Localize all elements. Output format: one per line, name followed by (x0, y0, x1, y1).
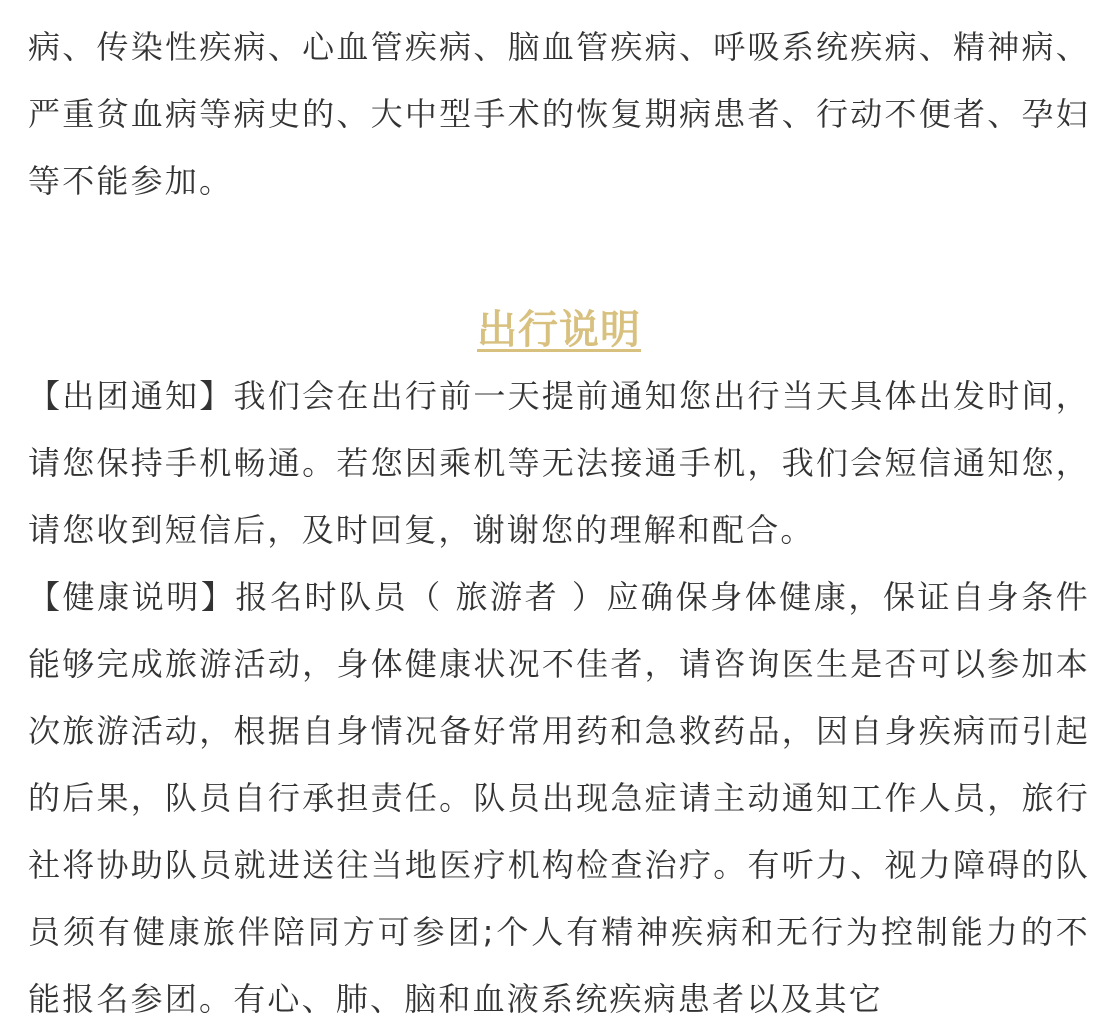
health-notice-paragraph: 【健康说明】报名时队员（ 旅游者 ）应确保身体健康，保证自身条件能够完成旅游活动，身体健康状况不佳者，请咨询医生是否可以参加本次旅游活动，根据自身情况备好常用药和急救药品，因自身疾病而引起的后果，队员自行承担责任。队员出现急症请主动通知工作人员，旅行社将协助队员就进送往当地医疗机构检查治疗。有听力、视力障碍的队员须有健康旅伴陪同方可参团;个人有精神疾病和无行为控制能力的不能报名参团。有心、肺、脑和血液系统疾病患者以及其它 (28, 578, 1090, 1018)
article-body (28, 14, 1090, 1033)
section-spacer (28, 215, 1090, 300)
section-title: 出行说明 (477, 307, 641, 353)
departure-notice-paragraph: 【出团通知】我们会在出行前一天提前通知您出行当天具体出发时间，请您保持手机畅通。若您因乘机等无法接通手机，我们会短信通知您，请您收到短信后，及时回复，谢谢您的理解和配合。 (28, 377, 1090, 549)
intro-paragraph: 病、传染性疾病、心血管疾病、脑血管疾病、呼吸系统疾病、精神病、严重贫血病等病史的、大中型手术的恢复期病患者、行动不便者、孕妇等不能参加。 (28, 28, 1090, 200)
